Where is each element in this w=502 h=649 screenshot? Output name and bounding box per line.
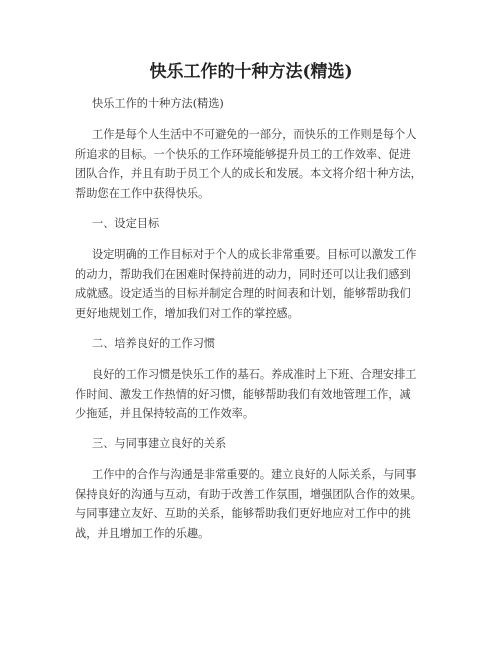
paragraph-line: 成就感。设定适当的目标并制定合理的时间表和计划，能够帮助我们 [75, 287, 411, 300]
paragraph-line: 所追求的目标。一个快乐的工作环境能够提升员工的工作效率、促进 [75, 148, 411, 161]
section-heading: 二、培养良好的工作习惯 [92, 337, 216, 350]
paragraph-line: 团队合作，并且有助于员工个人的成长和发展。本文将介绍十种方法， [75, 167, 422, 180]
paragraph-line: 与同事建立友好、互助的关系，能够帮助我们更好地应对工作中的挑 [75, 507, 411, 520]
paragraph-line: 工作是每个人生活中不可避免的一部分，而快乐的工作则是每个人 [92, 128, 417, 141]
paragraph-line: 工作中的合作与沟通是非常重要的。建立良好的人际关系，与同事 [92, 468, 417, 481]
paragraph-line: 帮助您在工作中获得快乐。 [75, 187, 210, 200]
paragraph-line: 良好的工作习惯是快乐工作的基石。养成准时上下班、合理安排工 [92, 368, 417, 381]
paragraph-line: 的动力，帮助我们在困难时保持前进的动力，同时还可以让我们感到 [75, 268, 411, 281]
paragraph-line: 战，并且增加工作的乐趣。 [75, 527, 210, 540]
paragraph-line: 更好地规划工作，增加我们对工作的掌控感。 [75, 307, 299, 320]
section-heading: 三、与同事建立良好的关系 [92, 437, 227, 450]
paragraph-line: 设定明确的工作目标对于个人的成长非常重要。目标可以激发工作 [92, 248, 417, 261]
section-heading: 一、设定目标 [92, 217, 160, 230]
document-subtitle: 快乐工作的十种方法(精选) [92, 97, 224, 110]
paragraph-line: 作时间、激发工作热情的好习惯，能够帮助我们有效地管理工作，减 [75, 388, 411, 401]
paragraph-line: 少拖延，并且保持较高的工作效率。 [75, 407, 255, 420]
paragraph-line: 保持良好的沟通与互动，有助于改善工作氛围，增强团队合作的效果。 [75, 488, 422, 501]
document-title: 快乐工作的十种方法(精选) [149, 62, 353, 82]
